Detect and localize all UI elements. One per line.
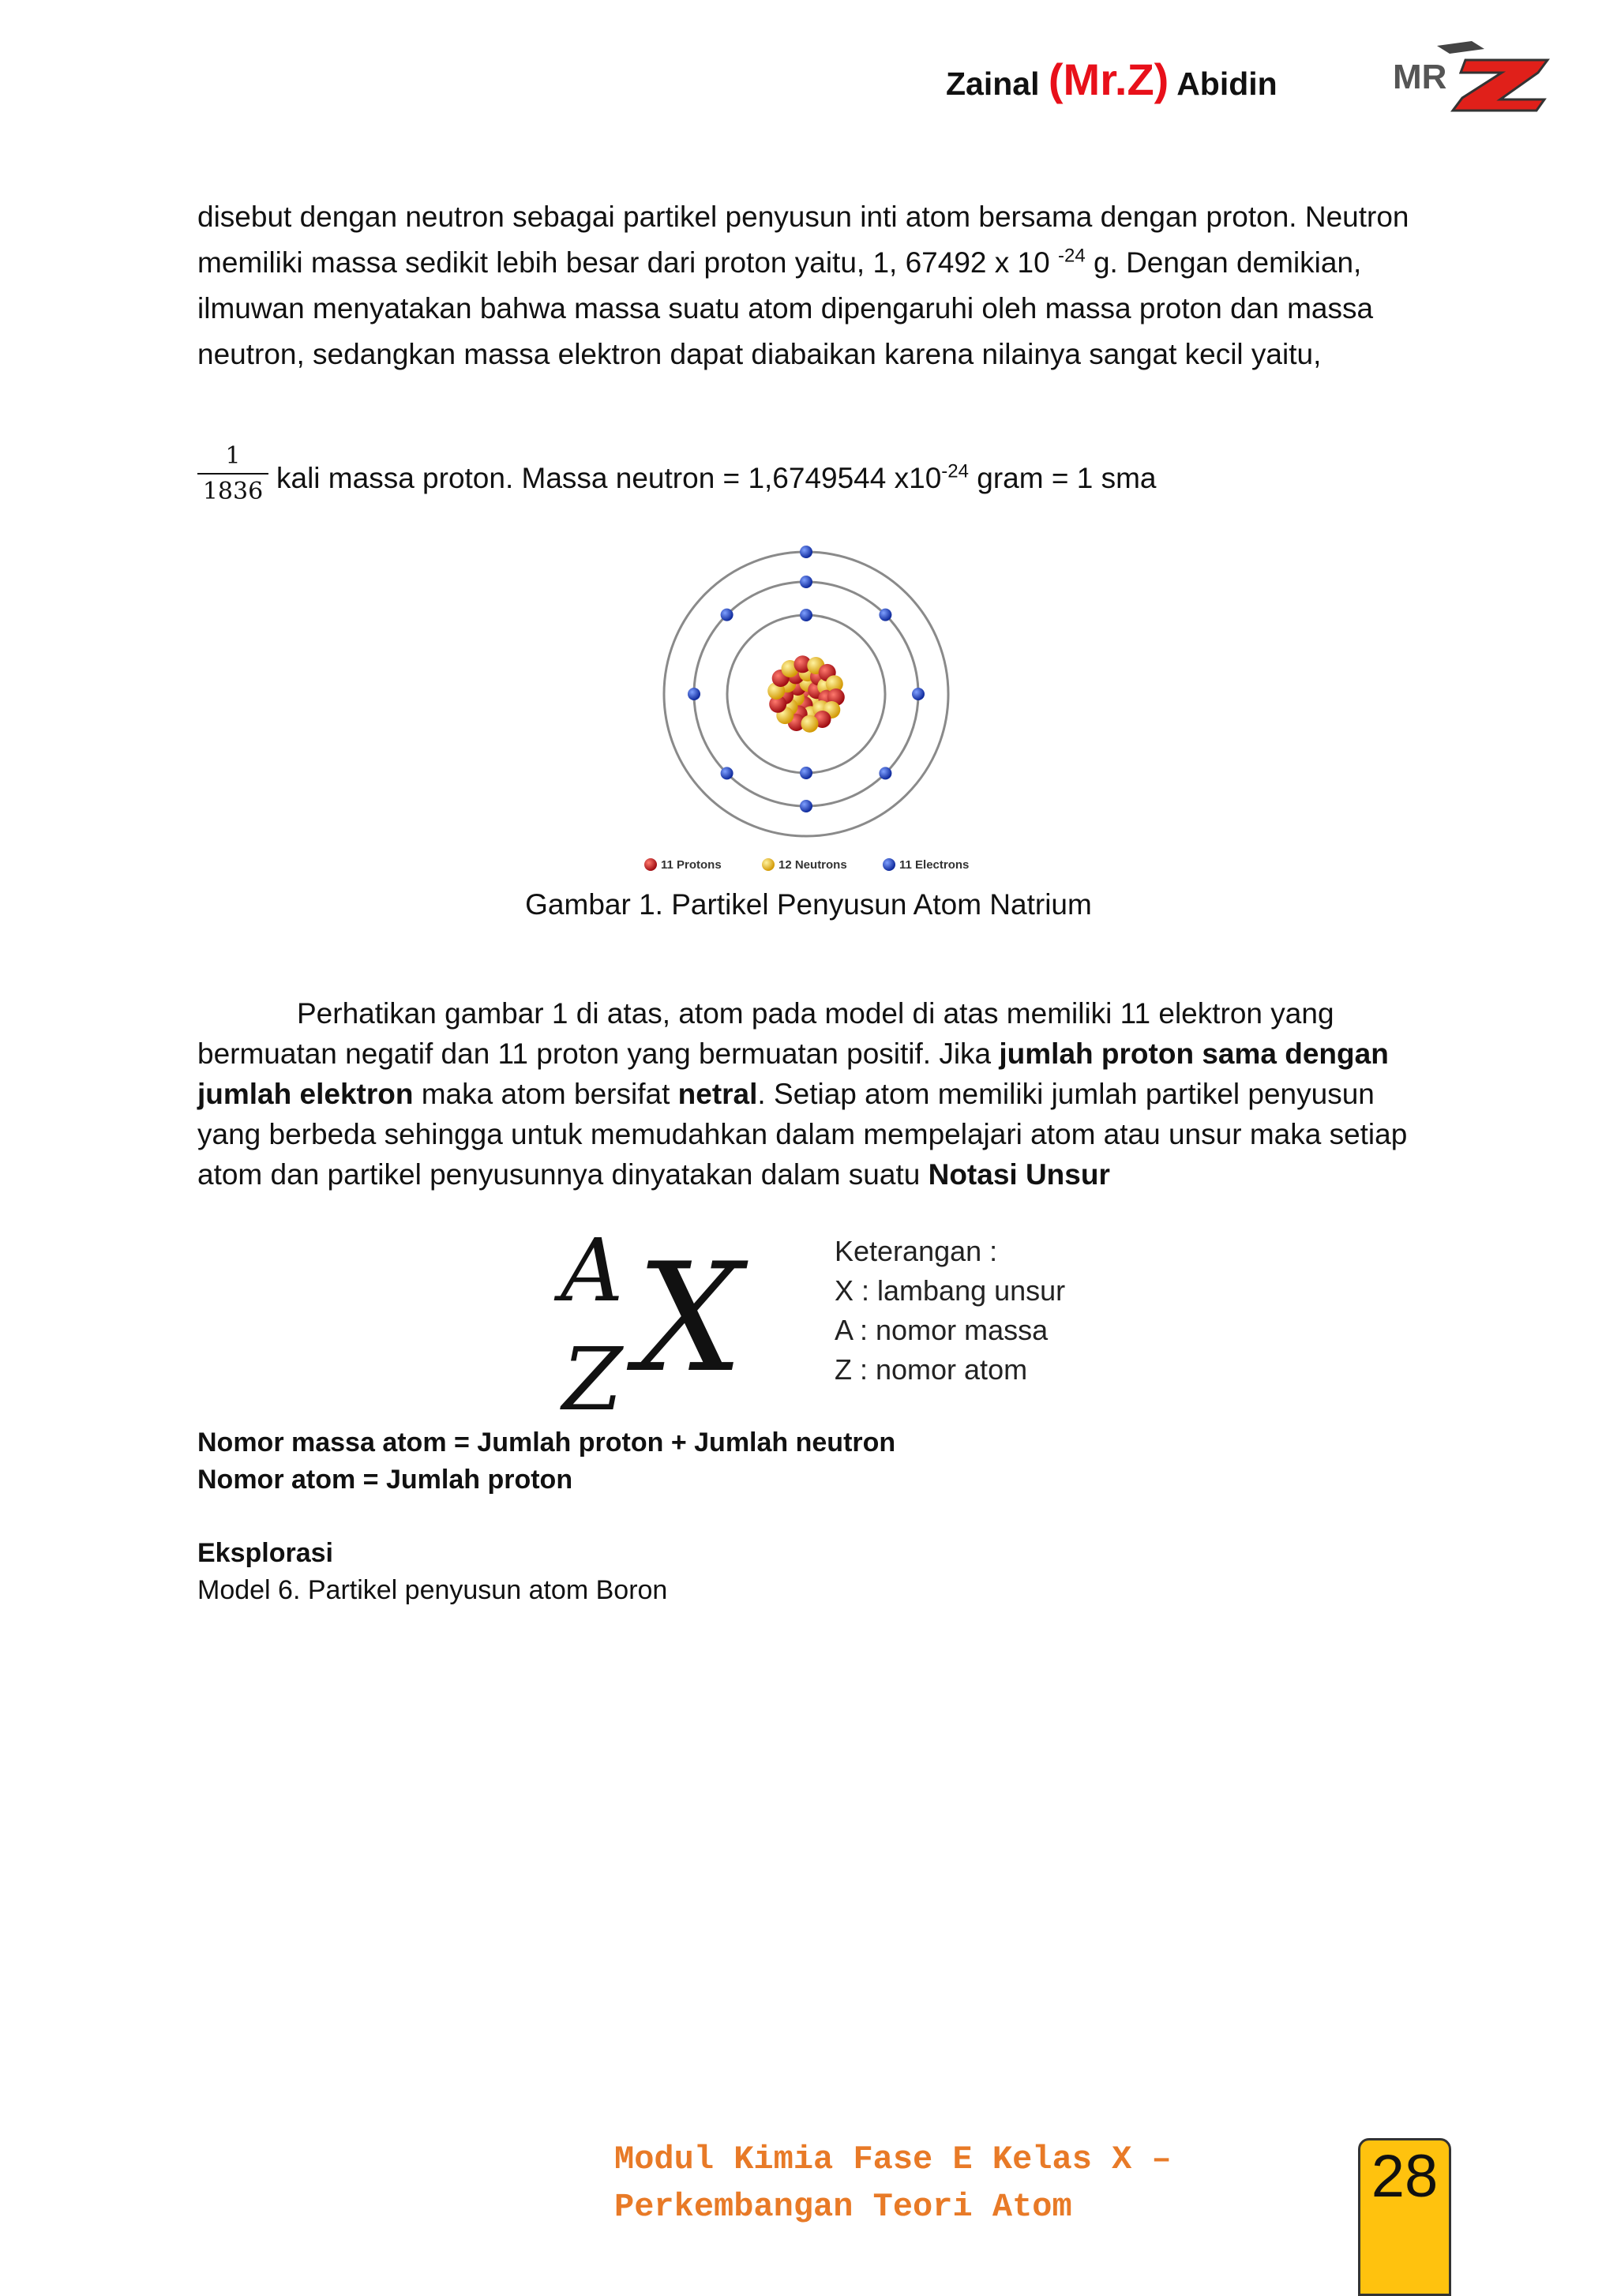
notation-legend-mass: A : nomor massa (835, 1314, 1049, 1346)
electron-dot (879, 609, 891, 621)
notation-legend (835, 1232, 1065, 1390)
definitions (197, 1424, 895, 1499)
electron-dot (800, 767, 812, 779)
figure-legend (644, 858, 969, 872)
legend-electrons: 11 Electrons (899, 858, 970, 872)
legend-neutrons: 12 Neutrons (778, 858, 847, 872)
footer-line-1: Modul Kimia Fase E Kelas X – (614, 2140, 1172, 2178)
para2-bold-3: Notasi Unsur (928, 1158, 1110, 1191)
definition-atomic-number: Nomor atom = Jumlah proton (197, 1465, 573, 1495)
legend-proton-dot (644, 858, 657, 871)
legend-electron-dot (883, 858, 895, 871)
footer-line-2: Perkembangan Teori Atom (614, 2188, 1072, 2226)
neutron-mass-line (276, 462, 1156, 495)
footer-module-title (614, 2136, 1172, 2230)
fraction-denominator: 1836 (202, 478, 264, 505)
para2-text-1: Perhatikan gambar 1 di atas, atom pada model di atas memiliki 11 elektron yang bermuatan negatif dan 11 proton yang bermuatan positif. Jika (197, 997, 1334, 1070)
notation-legend-title: Keterangan : (835, 1235, 998, 1267)
electron-dot (800, 546, 812, 558)
mass-line-text-b: gram = 1 sma (968, 462, 1157, 494)
author-last-name: Abidin (1176, 66, 1277, 102)
electron-dot (688, 688, 700, 700)
electron-dot (800, 576, 812, 588)
author-first-name: Zainal (946, 66, 1040, 102)
svg-text:MR: MR (1393, 58, 1447, 96)
mass-line-exponent: -24 (941, 460, 969, 482)
exploration-section (197, 1535, 667, 1609)
author-nickname: (Mr.Z) (1048, 54, 1169, 104)
exploration-model: Model 6. Partikel penyusun atom Boron (197, 1575, 668, 1605)
electron-mass-fraction (197, 442, 268, 505)
neutron-particle (801, 715, 819, 733)
fraction-numerator: 1 (197, 442, 268, 475)
electron-dot (721, 767, 733, 779)
figure-caption: Gambar 1. Partikel Penyusun Atom Natrium (525, 888, 1092, 921)
notation-legend-symbol: X : lambang unsur (835, 1274, 1066, 1307)
electron-dot (879, 767, 891, 779)
electron-dot (800, 800, 812, 812)
legend-protons: 11 Protons (661, 858, 722, 872)
definition-mass-number: Nomor massa atom = Jumlah proton + Jumlah neutron (197, 1427, 896, 1458)
observation-paragraph (197, 993, 1429, 1195)
intro-paragraph (197, 194, 1429, 377)
page-number: 28 (1371, 2143, 1439, 2210)
header-author (946, 54, 1277, 105)
mrz-logo (1390, 38, 1555, 114)
notation-mass-number: A (561, 1220, 624, 1321)
para2-bold-1: jumlah proton sama dengan jumlah elektron (197, 1037, 1389, 1110)
intro-exponent: -24 (1057, 245, 1086, 267)
para2-bold-2: netral (677, 1078, 758, 1110)
para2-text-3: . Setiap atom memiliki jumlah partikel penyusun yang berbeda sehingga untuk memudahkan dalam mempelajari atom atau unsur maka setiap atom dan partikel penyusunnya dinyatakan dalam suatu (197, 1078, 1408, 1191)
notation-legend-atomic: Z : nomor atom (835, 1353, 1028, 1386)
exploration-title: Eksplorasi (197, 1538, 333, 1568)
legend-neutron-dot (762, 858, 775, 871)
element-notation (553, 1212, 774, 1425)
intro-text-a: disebut dengan neutron sebagai partikel penyusun inti atom bersama dengan proton. Neutron memiliki massa sedikit lebih besar dari proton yaitu, 1, 67492 x 10 (197, 201, 1409, 279)
notation-atomic-number: Z (562, 1329, 623, 1425)
mass-line-text-a: kali massa proton. Massa neutron = 1,6749544 x10 (276, 462, 942, 494)
electron-dot (800, 609, 812, 621)
electron-dot (912, 688, 925, 700)
nucleus (767, 655, 845, 732)
electron-dot (721, 609, 733, 621)
page-number-tab (1358, 2138, 1451, 2296)
notation-symbol: X (636, 1231, 744, 1405)
sodium-atom-diagram (640, 543, 1011, 891)
para2-text-2: maka atom bersifat (413, 1078, 678, 1110)
intro-text-b: g. Dengan demikian, ilmuwan menyatakan bahwa massa suatu atom dipengaruhi oleh massa proton dan massa neutron, sedangkan massa elektron dapat diabaikan karena nilainya sangat kecil yaitu, (197, 246, 1374, 370)
